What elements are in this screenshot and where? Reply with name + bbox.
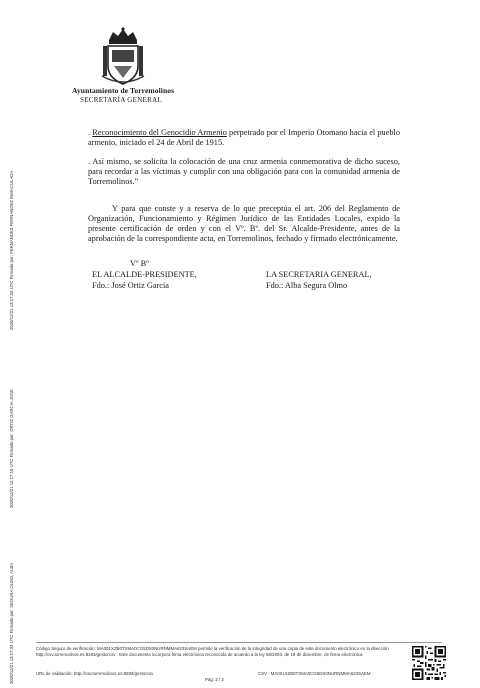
paragraph-armenian-cross: . Así mismo, se solicita la colocación de una cruz armenia conmemorativa de dicho suceso, para recordar a las víctimas y cumplir con una obligación para con la comunidad armenia de Torremolinos.” [88,157,400,186]
signature-stamp-3: 2020/12/21 13:17:33 UTC Firmado por: SEGURA OLMO, ALBA [9,562,14,684]
validation-url[interactable]: URL de validación: http://csv.torremolinos.es:8283/gestorcsv [36,671,154,676]
paragraph-genocide-recognition: . Reconocimiento del Genocidio Armenio perpetrado por el Imperio Otomano hacia el pueblo armenio, iniciado el 24 de Abril de 1915. [88,128,400,147]
municipal-coat-of-arms-icon [100,26,146,88]
qr-code-icon [412,646,446,680]
paragraph-2-text: Así mismo, se solicita la colocación de una cruz armenia conmemorativa de dicho suceso, para recordar a las víctimas y cumplir con una obligación para con la comunidad armenia de Torremolinos.” [88,157,400,186]
organization-name: Ayuntamiento de Torremolinos [72,86,175,95]
genocide-recognition-heading: Reconocimiento del Genocidio Armenio [92,128,227,137]
organization-department: SECRETARÍA GENERAL [80,96,163,104]
signature-stamp-2: 2020/12/21 12:17:10 UTC Firmado por: ORTIZ GARCIA JOSE [9,389,14,508]
page-number: Pág. 2 / 2 [205,677,224,682]
mayor-signature: Fdo.: José Ortiz García [92,281,169,290]
paragraph-1-text: perpetrado por el Imperio Otomano hacia el pueblo armenio, iniciado el 24 de Abril de 1915. [88,128,400,147]
visto-bueno-label: Vº Bº [130,259,149,268]
secretary-title: LA SECRETARIA GENERAL, [266,270,372,279]
paragraph-3-text: Y para que conste y a reserva de lo que preceptúa el art. 206 del Reglamento de Organización, Funcionamiento y Régimen Jurídico de las Entidades Locales, expido la presente certificación de orden y con el Vº. Bº. del Sr. Alcalde-Presidente, antes de la aprobación de la correspondiente acta, en Torremolinos, fechado y firmado electrónicamente. [88,204,400,243]
secretary-signature: Fdo.: Alba Segura Olmo [266,281,348,290]
verification-notice: Código Seguro de verificación: MA001XZB0TXMA0CG5DX0NURNMMA623SAEM permite la verificación de la integridad de una copia de este documento electrónico en la dirección http://csv.torremolinos.es:8283/gestorcsv . Este documento incorpora firma electrónica reconocida de acuerdo a la ley 59/2003, de 19 de diciembre, de firma electrónica [36,646,389,657]
paragraph-certification [88,204,400,244]
mayor-title: EL ALCALDE-PRESIDENTE, [92,270,197,279]
footer-divider [36,642,442,643]
csv-code: CSV : MA001XZB0TXMA0CG5DX0NURNMMA623SAEM [258,671,371,676]
signature-stamp-1: 2020/12/21 13:17:33 UTC Firmado por: FERNANDEZ FERNANDEZ INMACULADA [9,170,14,330]
